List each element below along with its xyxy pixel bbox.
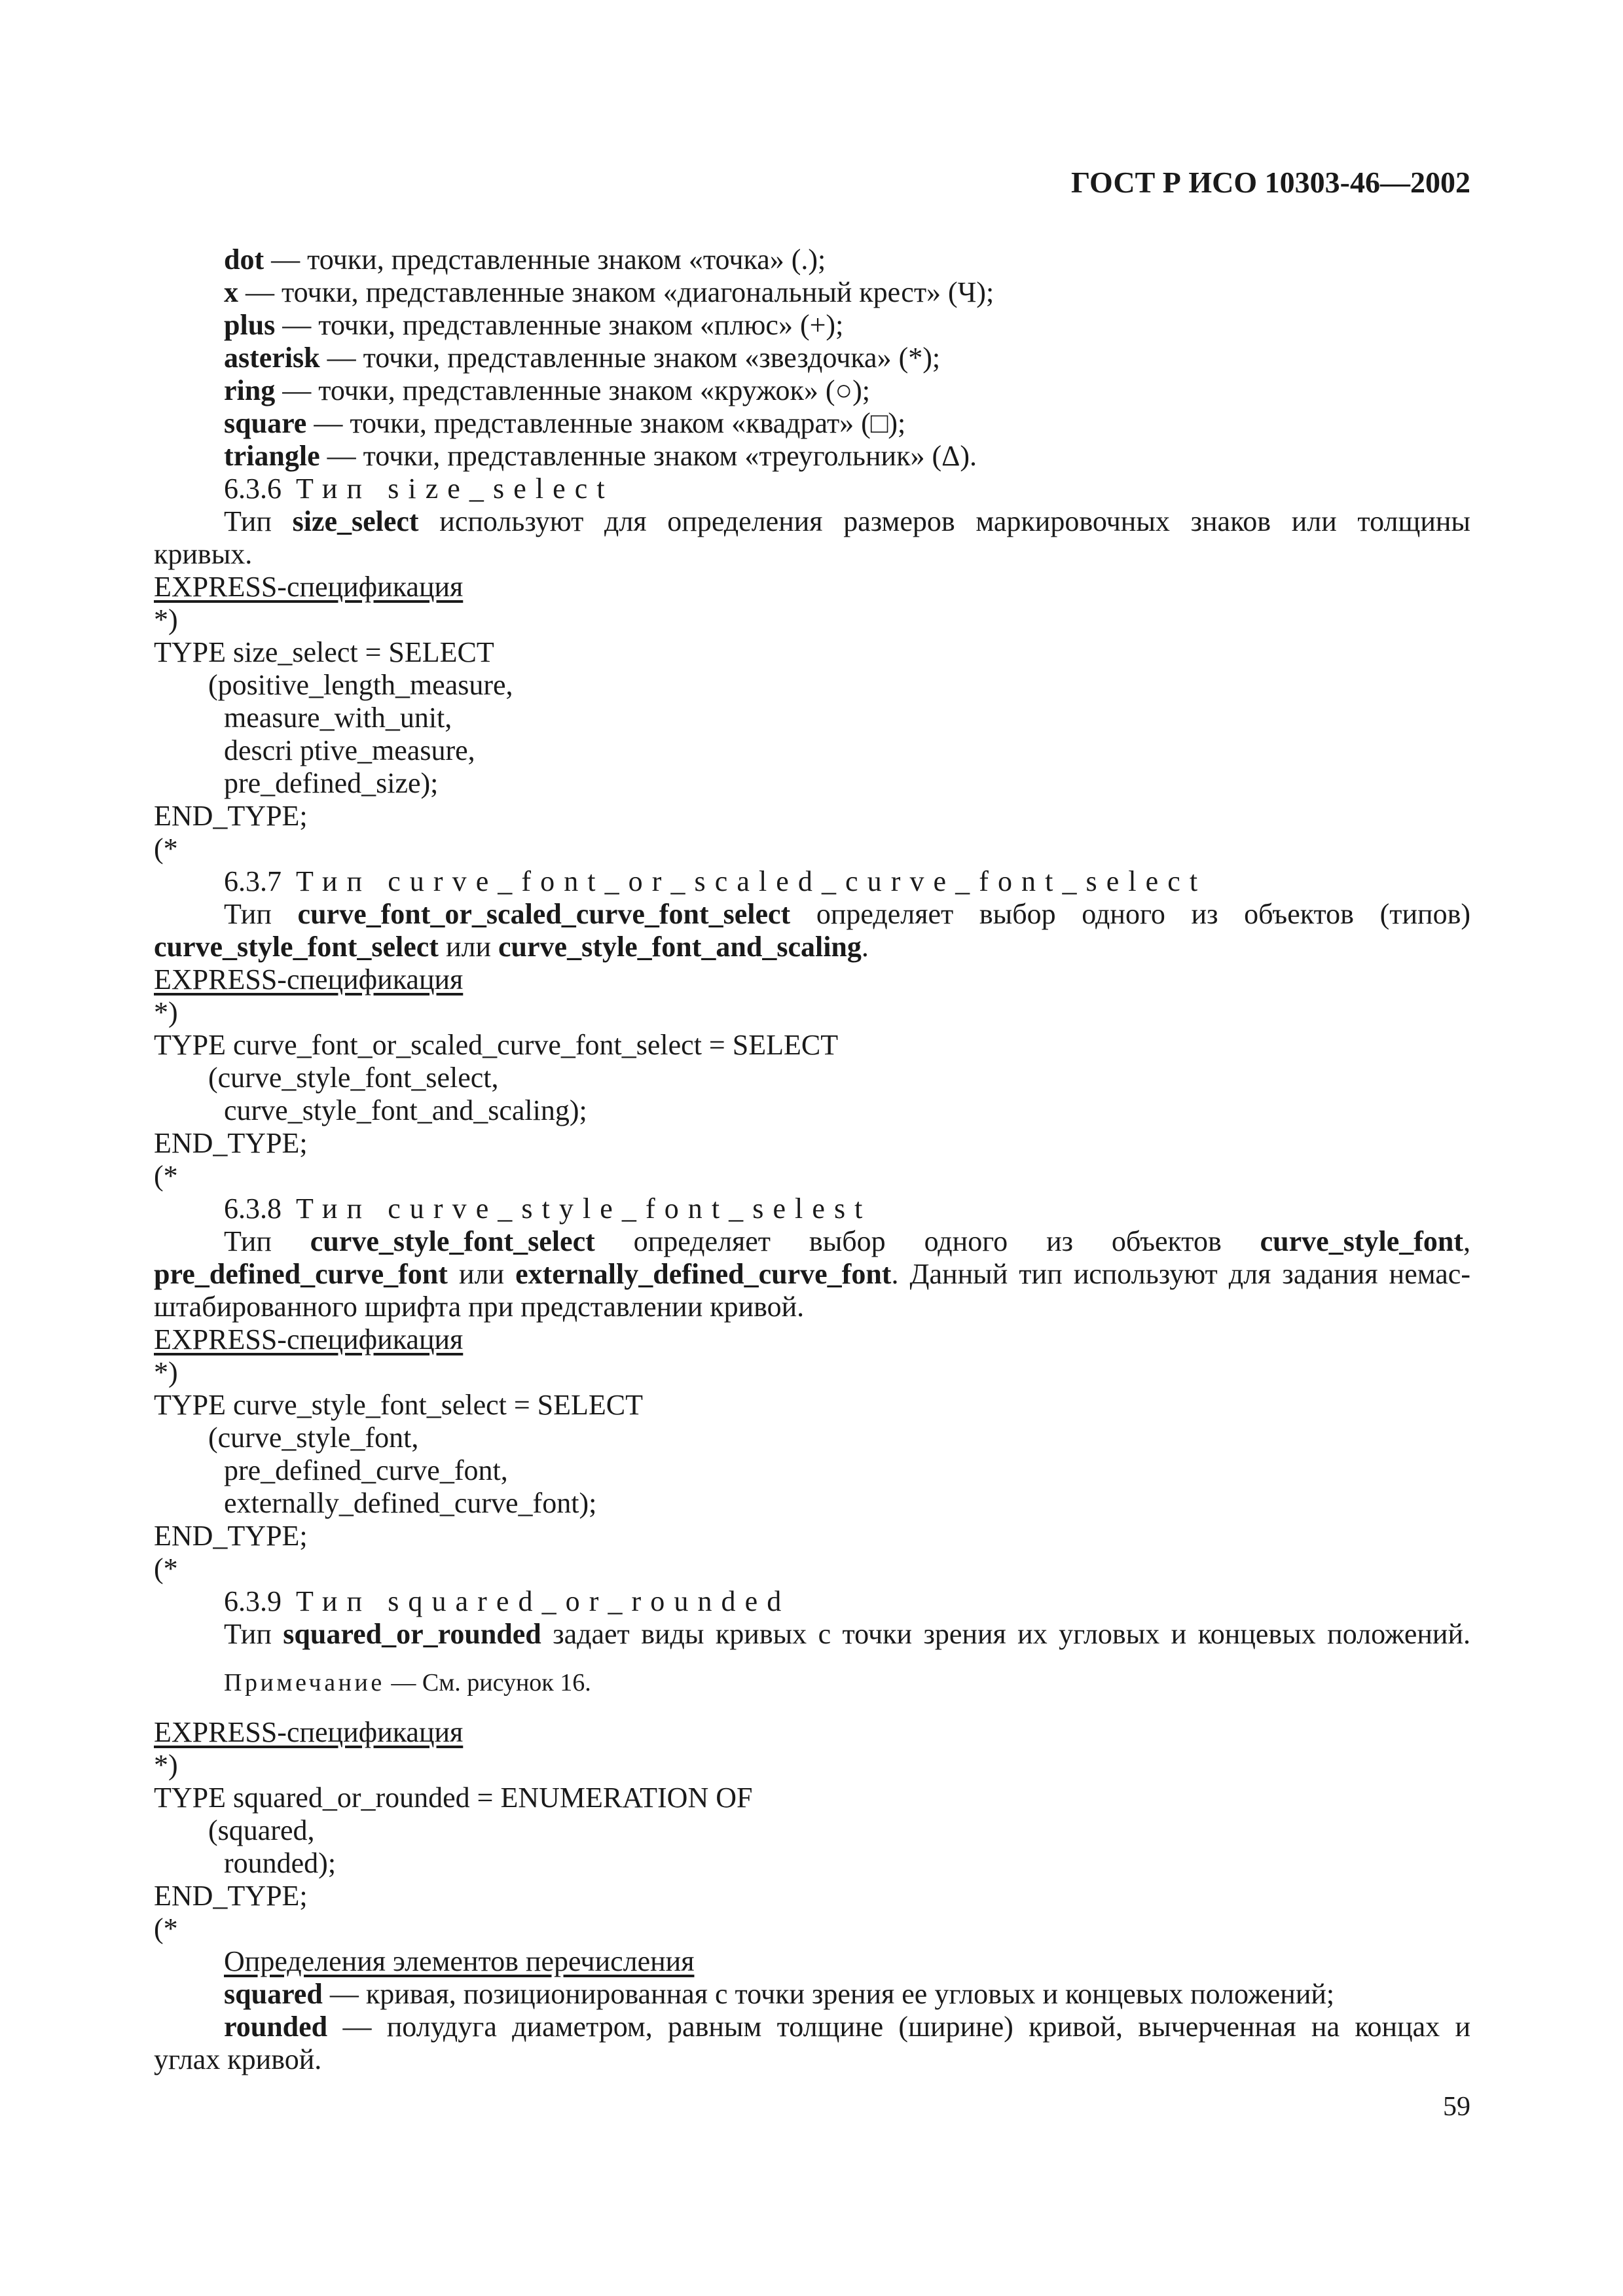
term: squared_or_rounded (283, 1618, 541, 1650)
text: . (861, 931, 869, 963)
text: — полудуга диаметром, равным толщине (ширине) кривой, вычерченная на концах и (327, 2011, 1470, 2043)
code-line: curve_style_font_and_scaling); (224, 1094, 587, 1126)
code-line: TYPE size_select = SELECT (154, 636, 494, 668)
page-number: 59 (1443, 2092, 1470, 2122)
code-line: measure_with_unit, (224, 702, 452, 734)
code-line: (positive_length_measure, (208, 669, 513, 701)
code-line: descri ptive_measure, (224, 734, 475, 766)
section-number: 6.3.6 (224, 473, 282, 505)
term: externally_defined_curve_font (515, 1258, 892, 1290)
express-spec-label: EXPRESS-спецификация (154, 1716, 464, 1748)
marker-asterisk (224, 342, 940, 374)
code-line: (* (154, 1912, 178, 1945)
text: определяет выбор одного из объектов (типов) (790, 898, 1470, 930)
code-line: (* (154, 1552, 178, 1585)
express-spec-label: EXPRESS-спецификация (154, 1323, 464, 1355)
marker-plus (224, 309, 843, 342)
marker-desc: — точки, представленные знаком «треугольник» (Δ). (319, 440, 977, 472)
marker-desc: — точки, представленные знаком «плюс» (+); (275, 309, 844, 341)
section-number: 6.3.7 (224, 865, 282, 897)
code-line: END_TYPE; (154, 1520, 308, 1552)
marker-square (224, 407, 905, 440)
marker-triangle (224, 440, 977, 473)
code-line: (* (154, 1160, 178, 1192)
paragraph (224, 1618, 1470, 1651)
term: size_select (292, 505, 419, 537)
note-text: — См. рисунок 16. (384, 1669, 591, 1696)
code-line: (curve_style_font_select, (208, 1062, 499, 1094)
marker-term: dot (224, 243, 264, 276)
text: Тип (224, 1225, 310, 1257)
section-heading-637 (224, 865, 1207, 898)
express-spec-label: EXPRESS-спецификация (154, 571, 464, 603)
term: curve_style_font (1260, 1225, 1464, 1257)
term: curve_style_font_select (154, 931, 439, 963)
marker-desc: — точки, представленные знаком «квадрат» (□); (306, 407, 906, 439)
text: Тип (224, 1618, 283, 1650)
text: или (447, 1258, 516, 1290)
text: определяет выбор одного из объектов (594, 1225, 1260, 1257)
marker-term: plus (224, 309, 276, 341)
code-line: *) (154, 1749, 178, 1781)
definition-squared (224, 1978, 1334, 2011)
term: pre_defined_curve_font (154, 1258, 448, 1290)
code-line: pre_defined_curve_font, (224, 1454, 508, 1486)
section-number: 6.3.9 (224, 1585, 282, 1617)
code-line: TYPE curve_style_font_select = SELECT (154, 1389, 643, 1421)
term: curve_style_font_and_scaling (498, 931, 862, 963)
section-heading-639 (224, 1585, 790, 1618)
enum-definitions-title: Определения элементов перечисления (224, 1945, 695, 1977)
marker-desc: — точки, представленные знаком «звездочка» (*); (319, 342, 941, 374)
marker-desc: — точки, представленные знаком «кружок» (○); (275, 374, 870, 406)
paragraph (224, 898, 1470, 931)
text: используют для определения размеров маркировочных знаков или толщины (418, 505, 1470, 537)
marker-term: asterisk (224, 342, 320, 374)
express-spec-label: EXPRESS-спецификация (154, 963, 464, 996)
text: . Данный тип используют для задания немас- (891, 1258, 1470, 1290)
paragraph (224, 505, 1470, 538)
marker-term: square (224, 407, 307, 439)
paragraph-cont (154, 931, 869, 963)
marker-desc: — точки, представленные знаком «диагональный крест» (Ч); (238, 276, 994, 308)
code-line: (* (154, 833, 178, 865)
code-line: END_TYPE; (154, 800, 308, 832)
definition-rounded-cont: углах кривой. (154, 2043, 322, 2075)
code-line: END_TYPE; (154, 1127, 308, 1159)
code-line: rounded); (224, 1847, 337, 1879)
code-line: END_TYPE; (154, 1880, 308, 1912)
term: rounded (224, 2011, 328, 2043)
note (224, 1666, 591, 1699)
section-title: Тип size_select (296, 473, 614, 505)
definition-rounded (224, 2011, 1470, 2043)
text: или (438, 931, 499, 963)
term: squared (224, 1978, 323, 2010)
term: curve_font_or_scaled_curve_font_select (297, 898, 791, 930)
marker-dot (224, 243, 826, 276)
paragraph (224, 1225, 1470, 1258)
paragraph-cont: штабированного шрифта при представлении кривой. (154, 1291, 805, 1323)
section-title: Тип curve_font_or_scaled_curve_font_select (296, 865, 1207, 897)
section-number: 6.3.8 (224, 1193, 282, 1225)
code-line: TYPE squared_or_rounded = ENUMERATION OF (154, 1782, 753, 1814)
document-header: ГОСТ Р ИСО 10303-46—2002 (1070, 166, 1470, 199)
section-heading-638 (224, 1193, 871, 1225)
text: — кривая, позиционированная с точки зрения ее угловых и концевых положений; (322, 1978, 1335, 2010)
code-line: *) (154, 1356, 178, 1388)
code-line: *) (154, 603, 178, 636)
note-label: Примечание (224, 1669, 385, 1696)
paragraph-cont: кривых. (154, 538, 253, 570)
code-line: (squared, (208, 1814, 315, 1846)
text: Тип (224, 898, 298, 930)
code-line: pre_defined_size); (224, 767, 439, 799)
marker-term: ring (224, 374, 276, 406)
section-title: Тип curve_style_font_selest (296, 1193, 872, 1225)
paragraph-cont (154, 1258, 1470, 1291)
marker-ring (224, 374, 870, 407)
code-line: *) (154, 996, 178, 1028)
text: задает виды кривых с точки зрения их угловых и концевых положений. (541, 1618, 1470, 1650)
marker-term: triangle (224, 440, 320, 472)
code-line: TYPE curve_font_or_scaled_curve_font_select = SELECT (154, 1029, 839, 1061)
section-title: Тип squared_or_rounded (296, 1585, 791, 1617)
code-line: externally_defined_curve_font); (224, 1487, 597, 1519)
text: Тип (224, 505, 293, 537)
marker-desc: — точки, представленные знаком «точка» (.); (264, 243, 826, 276)
section-heading-636 (224, 473, 614, 505)
text: , (1463, 1225, 1471, 1257)
marker-term: x (224, 276, 238, 308)
term: curve_style_font_select (310, 1225, 595, 1257)
marker-x (224, 276, 994, 309)
code-line: (curve_style_font, (208, 1422, 419, 1454)
